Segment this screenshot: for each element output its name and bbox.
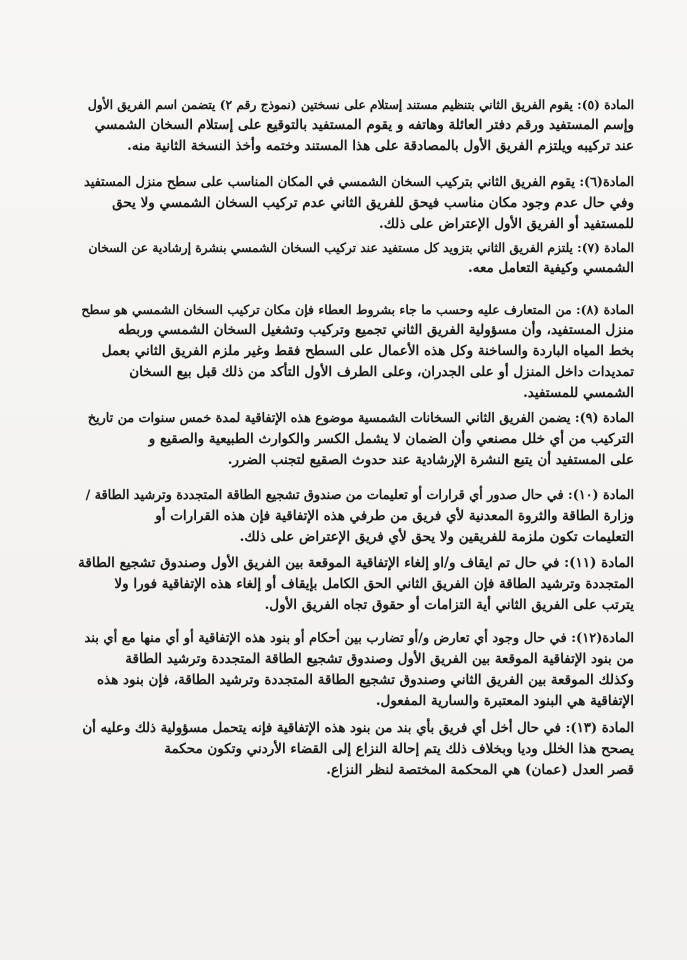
article-line: المادة (٧): يلتزم الفريق الثاني بتزويد كل مستفيد عند تركيب السخان الشمسي بنشرة إرشادية عن السخان [88, 240, 634, 255]
article-line: وفي حال عدم وجود مكان مناسب فيحق للفريق الثاني عدم تركيب السخان الشمسي ولا يحق [112, 195, 634, 211]
article-6 [78, 172, 634, 235]
article-line: التركيب من أي خلل مصنعي وأن الضمان لا يشمل الكسر والكوارث الطبيعية والصقيع و [148, 431, 634, 447]
article-line: يترتب على الفريق الثاني أية التزامات أو حقوق تجاه الفريق الأول. [264, 597, 634, 613]
article-line: عند تركيبه ويلتزم الفريق الأول بالمصادقة على هذا المستند وختمه وأخذ النسخة الثانية منه. [127, 138, 634, 154]
article-8 [78, 299, 634, 404]
article-line: يصحح هذا الخلل وديا وبخلاف ذلك يتم إحالة النزاع إلى القضاء الأردني وتكون محكمة [164, 741, 634, 757]
article-line: المتجددة وترشيد الطاقة فإن الفريق الثاني الحق الكامل بإيقاف أو إلغاء هذه الإتفاقية فورا ولا [114, 576, 634, 592]
article-line: وإسم المستفيد ورقم دفتر العائلة وهاتفه و يقوم المستفيد بالتوقيع على إستلام السخان الشمسي [94, 117, 634, 133]
article-line: المادة(١٢): في حال وجود أي تعارض و/أو تضارب بين أحكام أو بنود هذه الإتفاقية أو أي منها مع أي بند [84, 631, 634, 646]
article-line: وكذلك الموقعة بين الفريق الثاني وصندوق تشجيع الطاقة المتجددة وترشيد الطاقة، فإن بنود هذه [97, 672, 634, 688]
article-line: الإتفاقية هي البنود المعتبرة والسارية المفعول. [375, 693, 634, 709]
article-line: المادة(٦): يقوم الفريق الثاني بتركيب السخان الشمسي في المكان المناسب على سطح منزل المستفيد [84, 175, 634, 190]
article-line: المادة (٩): يضمن الفريق الثاني السخانات الشمسية موضوع هذه الإتفاقية لمدة خمس سنوات من تاريخ [87, 411, 634, 426]
article-13 [78, 718, 634, 781]
article-line: التعليمات تكون ملزمة للفريقين ولا يحق لأي فريق الإعتراض على ذلك. [239, 529, 634, 545]
article-line: وزارة الطاقة والثروة المعدنية لأي فريق من طرفي هذه الإتفاقية فإن هذه القرارات أو [155, 508, 634, 524]
article-line: قصر العدل (عمان) هي المحكمة المختصة لنظر النزاع. [326, 762, 634, 778]
article-5 [78, 94, 634, 157]
article-line: من بنود الإتفاقية الموقعة بين الفريق الأول وصندوق تشجيع الطاقة المتجددة وترشيد الطاقة [125, 651, 634, 667]
article-line: الشمسي للمستفيد. [523, 385, 634, 401]
article-10 [78, 485, 634, 548]
article-line: للمستفيد أو الفريق الأول الإعتراض على ذلك. [379, 216, 634, 232]
article-line: المادة (٨): من المتعارف عليه وحسب ما جاء بشروط العطاء فإن مكان تركيب السخان الشمسي هو سطح [81, 302, 634, 317]
article-line: بخط المياه الباردة والساخنة وكل هذه الأعمال على السطح فقط وغير ملزم الفريق الثاني بعمل [101, 343, 634, 359]
article-line: المادة (١١): في حال تم ايقاف و/او إلغاء الإتفاقية الموقعة بين الفريق الأول وصندوق تشجيع الطاقة [78, 555, 634, 571]
article-line: تمديدات داخل المنزل أو على الجدران، وعلى الطرف الأول التأكد من ذلك قبل بيع السخان [129, 364, 634, 380]
article-line: المادة (١٠): في حال صدور أي قرارات أو تعليمات من صندوق تشجيع الطاقة المتجددة وترشيد الطاقة / [85, 488, 634, 503]
article-line: المادة (١٣): في حال أخل أي فريق بأي بند من بنود هذه الإتفاقية فإنه يتحمل مسؤولية ذلك وعليه أن [82, 721, 634, 736]
article-line: على المستفيد أن يتبع النشرة الإرشادية عند حدوث الصقيع لتجنب الضرر. [227, 452, 634, 468]
article-9 [78, 408, 634, 471]
article-line: المادة (٥): يقوم الفريق الثاني بتنظيم مستند إستلام على نسختين (نموذج رقم ٢) يتضمن اسم الفريق الأول [87, 97, 634, 112]
article-line: منزل المستفيد، وأن مسؤولية الفريق الثاني تجميع وتركيب وتشغيل السخان الشمسي وربطه [118, 322, 634, 338]
article-line: الشمسي وكيفية التعامل معه. [468, 260, 634, 276]
article-12 [78, 628, 634, 712]
article-7 [78, 237, 634, 279]
article-11 [78, 553, 634, 616]
